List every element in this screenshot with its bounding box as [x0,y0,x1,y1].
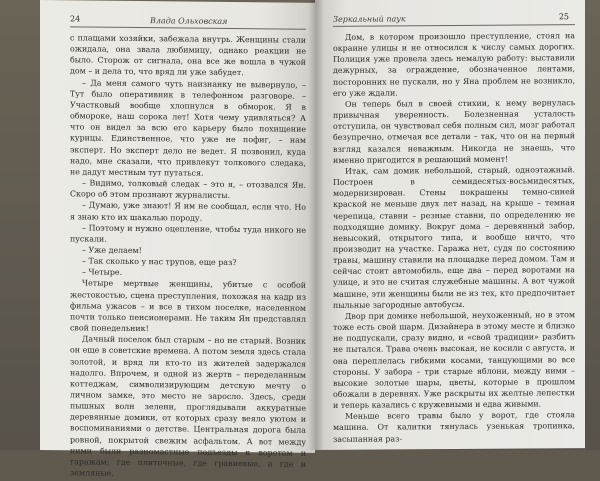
left-running-head: Влада Ольховская [150,16,228,26]
left-page-number: 24 [70,14,81,24]
paragraph: Дачный поселок был старым – но не старый. Возник он еще в советские времена. А потом земля здесь стала золотой, и вряд ли кто-то из жителей задержался надолго. Впрочем, и одной из жертв – переделанным коттеджам, символизирующим детскую мечту о личном замке, это место не заросло. Здесь, среди пышных волн зелени, проглядывали аккуратные деревянные домики, от которых сразу веяло уютом и воспоминаниями о детстве. Центральная дорога была ровной, покрытой свежим асфальтом. А вот между ними были разномастные подъезды к воротам и гаражам: где плиточные, где гравиевые, а где и земляные. [70,334,306,478]
right-running-head: Зеркальный паук [333,14,406,24]
paragraph: – Так сколько у нас трупов, еще раз? [82,256,237,268]
paragraph: с плащами хозяйки, забежала внутрь. Женщины стали ожидала, она звала любимицу, однако реакции не было. Сторож от сигнала, она все же вошла в чужой дом – и дела то, что вряд ли уже забудет. [70,33,306,78]
paragraph: – Видимо, толковый следак – это я, – отозвался Ян. Скоро об этом прознают журналисты. [70,178,306,201]
paragraph: – Четыре. [82,267,123,278]
paragraph: – Уже делаем! [82,245,142,256]
paragraph: – Думаю, уже знают! Я им не сообщал, если что. Но я знаю кто их шакалью породу. [70,200,306,223]
paragraph: – Да меня самого чуть наизнанку не вывернуло, – Тут было оперативник в телефонном разговоре. – Участковый вообще хлопнулся в обморок. Я в обмороке, наш сорока лет! Хотя чему удивляться? А что он видел за всю его карьеру было похищение курицы. Единственное, что уже не пофиг, – нам эксперт. Но эксперт дело не ведет. Я позвонил, куда надо, мне сказали, что привлекут толкового следака, не дадут местным тут путаться. [70,78,306,178]
right-page-text [333,30,575,444]
paragraph: – Поэтому и нужно оцепление, чтобы туда никого не пускали. [70,223,306,244]
paragraph: Он теперь был в своей стихии, к нему вернулась привычная уверенность. Болезненная усталость отступила, он чувствовал себя полным сил, мозг работал безупречно, отмечая все детали – так, что он на первый взгляд казался неважным. Никогда не знаешь, что именно пригодится в решающий момент! [333,98,575,165]
right-page [315,0,585,450]
paragraph: Четыре мертвые женщины, убитые с особой жестокостью, сцена преступления, похожая на кадр из фильма ужасов – и все в тихом поселке, населенном почти только пенсионерами. Не таким Ян представлял свой понедельник! [70,278,306,334]
left-page [40,0,315,478]
paragraph: Двор при домике небольшой, неухоженный, но в этом тоже есть свой шарм. Дизайнера в этому месте и близко не подпускали, сразу видно, и «свой традиции» разбить не пытался. Трава очень высокая, не косили с августа, и она переплелась гибкими косами, танцующими во все стороны. У забора – три старые яблони, между ними – высокие золотые шары, цветы, которые в прошлом обожали в деревнях. Уже раскрыты их желтые лепестки и теперь казались с кружевными и едва живыми. [333,310,575,411]
paragraph: Дом, в котором произошло преступление, стоял на окраине улицы и не относился к числу самых дорогих. Полиция уже провела здесь немалую работу: выставили дежурных, за ограждение, обозначенное лентами, посторонних не пускали, но у Яна проблем не возникло, его уже ждали. [333,31,575,98]
left-page-text [70,32,306,481]
paragraph: Меньше всего травы было у ворот, где стояла машина. От калитки тянулась узенькая тропинка, засыпанная раз- [333,410,575,444]
right-page-number: 25 [558,12,569,22]
right-header-rule [333,24,575,27]
open-book [40,0,585,478]
left-header-rule [70,26,306,29]
paragraph: Итак, сам домик небольшой, старый, одноэтажный. Построен в семидесятых-восьмидесятых, модернизирован. Стены покрашены темно-синей краской не меньше двух лет назад, на крыше – темная черепица, ставни – резные ставни, по определению не подходящие домику. Вокруг дома – деревянный забор, невысокий, открытого типа, и вообще ничто, что производит на участке. Гаража нет, судя по состоянию травы, машину ставили на площадке перед домом. Там и сейчас стоит автомобиль, еще два – перед воротами на улице, и это не считая служебные машины. А вот чужой машине, эти женщины были не из тех, кто предпочитает пыльные загородные автобусы. [333,165,575,310]
book-gutter [308,0,324,450]
